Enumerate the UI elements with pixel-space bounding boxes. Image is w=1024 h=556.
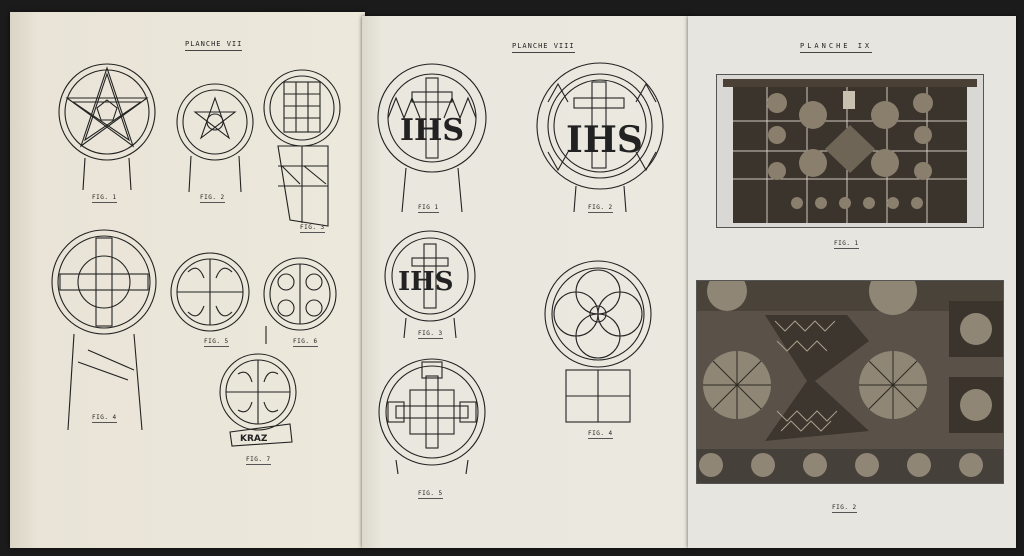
ihs-monogram-drawing-2 [536,62,668,212]
carving-detail-photo [696,280,1004,484]
fig-5-caption: FIG. 5 [204,338,229,345]
cross-square-drawing [378,356,490,476]
ihs-text-3: IHS [398,267,454,297]
planche-ix-title: PLANCHE IX [800,42,872,53]
rosette-star-drawing [175,84,260,194]
ihs-text-2: IHS [566,119,643,161]
fig-2-caption: FIG. 2 [200,194,225,201]
fig-1-caption: FIG. 1 [92,194,117,201]
planche-vii-page [10,12,365,548]
ihs-monogram-drawing-3 [384,230,480,340]
pentagram-drawing [55,62,165,192]
celtic-cross-drawing [48,230,163,430]
fig-1-caption-ix: FIG. 1 [834,240,859,247]
rosette-circles-drawing [544,260,656,426]
fig-1-caption-viii: FIG 1 [418,204,439,211]
ihs-monogram-drawing-1 [378,64,490,214]
fig-6-caption: FIG. 6 [293,338,318,345]
fig-3-caption-viii: FIG. 3 [418,330,443,337]
fig-5-caption-viii: FIG. 5 [418,490,443,497]
planche-viii-page [362,16,690,548]
carved-chest-photo [716,74,984,228]
fig-3-caption: FIG. 3 [300,224,325,231]
grid-cross-drawing [262,68,347,228]
floral-circle-drawing [262,256,342,344]
quatrefoil-drawing [170,252,255,342]
fig-4-caption: FIG. 4 [92,414,117,421]
planche-vii-title: PLANCHE VII [185,40,242,51]
fig-2-caption-viii: FIG. 2 [588,204,613,211]
fig-4-caption-viii: FIG. 4 [588,430,613,437]
kraz-inscription: KRAZ [240,434,268,444]
planche-ix-page [688,16,1016,548]
planche-viii-title: PLANCHE VIII [512,42,575,53]
kraz-cross-drawing [216,352,301,447]
fig-7-caption: FIG. 7 [246,456,271,463]
fig-2-caption-ix: FIG. 2 [832,504,857,511]
ihs-text-1: IHS [400,113,465,148]
